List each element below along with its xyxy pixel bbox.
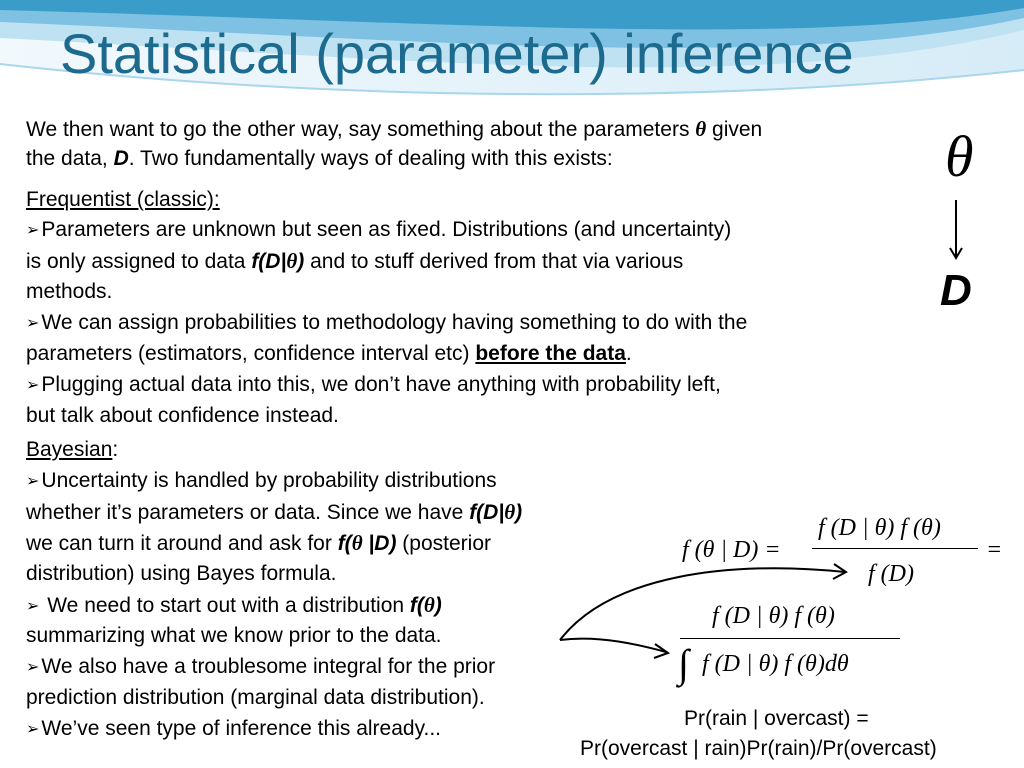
before-the-data-emphasis: before the data — [475, 342, 626, 365]
bayes-b2-prior-theta: θ — [423, 593, 435, 617]
large-theta-symbol: θ — [945, 124, 974, 189]
freq-bullet-1-line-3: methods. — [26, 280, 113, 303]
arrow-bullet-icon: ➢ — [26, 313, 40, 332]
bayes-bullet-3-line-1 — [26, 655, 495, 679]
freq-bullet-3-line-1 — [26, 373, 721, 397]
bayes-b1-posterior-open: f( — [337, 532, 352, 555]
bayes-b2-text-1: We need to start out with a distribution — [41, 594, 410, 617]
formula-equals-2: = — [986, 537, 1003, 563]
fraction-bar-1 — [812, 548, 978, 549]
arrow-bullet-icon: ➢ — [26, 657, 40, 676]
intro-line-2 — [26, 147, 613, 171]
formula-numerator-2: f (D | θ) f (θ) — [712, 603, 835, 629]
formula-lhs: f (θ | D) = — [682, 537, 781, 563]
fraction-bar-2 — [680, 638, 900, 639]
bayes-b1-text-3a: we can turn it around and ask for — [26, 532, 338, 555]
arrow-bullet-icon: ➢ — [26, 596, 40, 615]
arrow-bullet-icon: ➢ — [26, 471, 40, 490]
bayes-b1-text-1: Uncertainty is handled by probability distributions — [41, 469, 497, 492]
down-arrow-icon — [946, 198, 966, 262]
bayes-b1-posterior-theta: θ — [351, 531, 363, 555]
freq-b2-text-1: We can assign probabilities to methodology having something to do with the — [41, 311, 748, 334]
bayes-b1-text-2a: whether it’s parameters or data. Since we have — [26, 501, 470, 524]
bayes-bullet-4-line-1 — [26, 717, 441, 741]
large-d-symbol: D — [940, 266, 972, 315]
freq-b1-text-2a: is only assigned to data — [26, 250, 252, 273]
bayes-b2-prior-close: ) — [434, 594, 442, 617]
bayes-b1-f-open: f(D| — [469, 501, 505, 524]
freq-b3-text-1: Plugging actual data into this, we don’t have anything with probability left, — [41, 373, 721, 396]
rain-example-line-2: Pr(overcast | rain)Pr(rain)/Pr(overcast) — [580, 737, 937, 760]
bayes-bullet-1-line-3 — [26, 531, 491, 556]
intro-text-1-end: given — [706, 118, 763, 141]
bayes-b1-posterior-close: |D) — [362, 532, 397, 555]
bayesian-heading — [26, 438, 118, 462]
freq-b2-text-2b: . — [625, 342, 632, 365]
intro-line-1 — [26, 117, 762, 142]
data-symbol: D — [113, 147, 129, 170]
freq-b1-text-1: Parameters are unknown but seen as fixed. Distributions (and uncertainty) — [41, 218, 732, 241]
freq-bullet-1-line-2 — [26, 249, 683, 274]
freq-bullet-2-line-2 — [26, 342, 632, 366]
arrow-bullet-icon: ➢ — [26, 719, 40, 738]
freq-b1-f-open: f(D| — [251, 250, 287, 273]
bayes-b1-f-close: ) — [515, 501, 523, 524]
frequentist-heading: Frequentist (classic): — [26, 188, 220, 211]
arrow-bullet-icon: ➢ — [26, 375, 40, 394]
freq-b2-text-2a: parameters (estimators, confidence interval etc) — [26, 342, 476, 365]
freq-b1-text-2b: and to stuff derived from that via various — [304, 250, 684, 273]
integral-sign: ∫ — [678, 641, 689, 686]
bayes-b1-text-3b: (posterior — [396, 532, 491, 555]
bayes-bullet-1-line-2 — [26, 500, 522, 525]
bayesian-heading-colon: : — [112, 438, 119, 461]
freq-bullet-3-line-2: but talk about confidence instead. — [26, 404, 339, 427]
freq-b1-theta: θ — [286, 249, 298, 273]
formula-denominator-2: f (D | θ) f (θ)dθ — [702, 651, 849, 677]
bayes-bullet-2-line-2: summarizing what we know prior to the data. — [26, 624, 442, 647]
theta-symbol: θ — [695, 117, 707, 141]
bayes-bullet-3-line-2: prediction distribution (marginal data distribution). — [26, 686, 485, 709]
rain-example-line-1: Pr(rain | overcast) = — [684, 707, 869, 730]
bayes-b1-theta: θ — [504, 500, 516, 524]
bayes-b4-text-1: We’ve seen type of inference this already... — [41, 717, 442, 740]
formula-numerator-1: f (D | θ) f (θ) — [818, 515, 941, 541]
bayesian-heading-text: Bayesian — [26, 438, 113, 461]
bayes-b2-prior-open: f( — [409, 594, 424, 617]
intro-text-1: We then want to go the other way, say something about the parameters — [26, 118, 696, 141]
bayes-bullet-1-line-4: distribution) using Bayes formula. — [26, 562, 337, 585]
bayes-b3-text-1: We also have a troublesome integral for the prior — [41, 655, 496, 678]
intro-text-2b: . Two fundamentally ways of dealing with this exists: — [128, 147, 613, 170]
formula-denominator-1: f (D) — [868, 561, 914, 587]
freq-bullet-2-line-1 — [26, 311, 747, 335]
slide-title: Statistical (parameter) inference — [60, 22, 854, 85]
freq-b1-f-close: ) — [297, 250, 305, 273]
bayes-bullet-2-line-1 — [26, 593, 442, 618]
bayes-bullet-1-line-1 — [26, 469, 497, 493]
arrow-bullet-icon: ➢ — [26, 220, 40, 239]
freq-bullet-1-line-1 — [26, 218, 731, 242]
intro-text-2a: the data, — [26, 147, 114, 170]
